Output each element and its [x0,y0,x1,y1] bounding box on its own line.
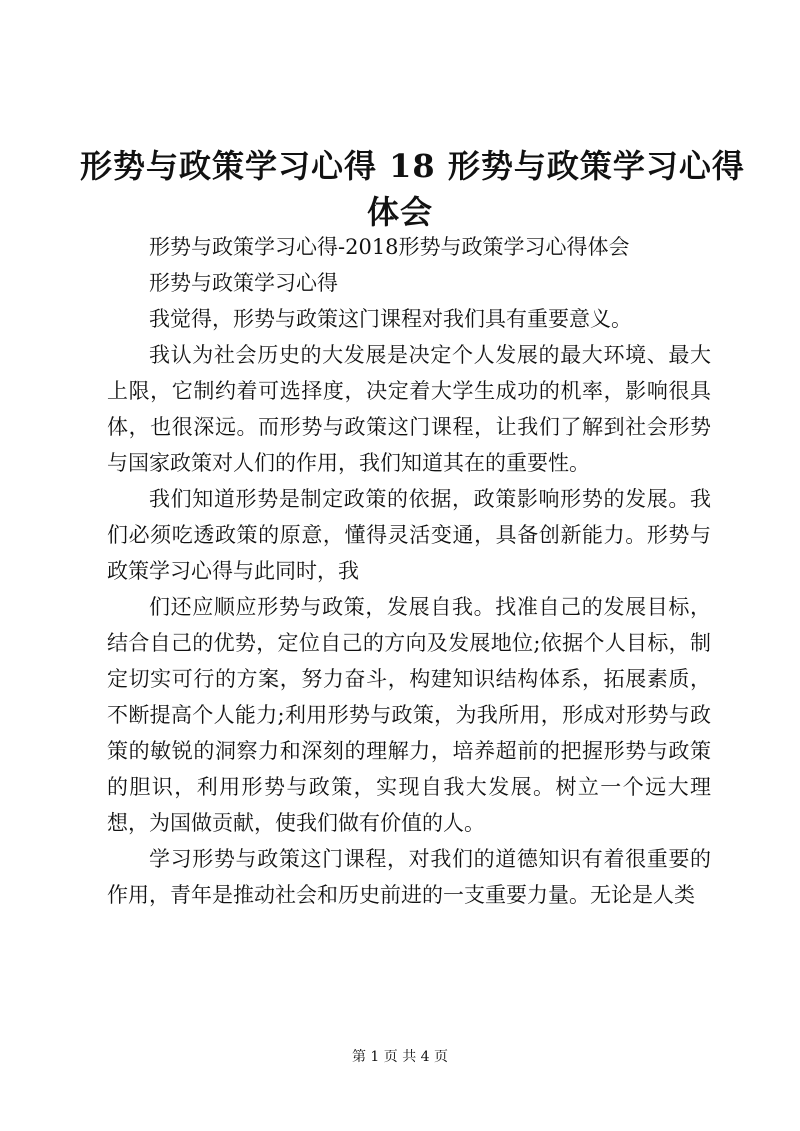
title-line-1: 形势与政策学习心得 18 形势与政策学习心得 [80,147,745,185]
paragraph: 们还应顺应形势与政策，发展自我。找准自己的发展目标，结合自己的优势，定位自己的方向及发展地位;依据个人目标，制定切实可行的方案，努力奋斗，构建知识结构体系，拓展素质，不断提高个人能力;利用形势与政策，为我所用，形成对形势与政策的敏锐的洞察力和深刻的理解力，培养超前的把握形势与政策的胆识，利用形势与政策，实现自我大发展。树立一个远大理想，为国做贡献，使我们做有价值的人。 [107,595,711,835]
page-number-footer: 第 1 页 共 4 页 [351,1049,449,1065]
paragraph: 我们知道形势是制定政策的依据，政策影响形势的发展。我们必须吃透政策的原意，懂得灵活变通，具备创新能力。形势与政策学习心得与此同时，我 [107,487,711,583]
title-line-2: 体会 [366,193,433,231]
paragraph: 学习形势与政策这门课程，对我们的道德知识有着很重要的作用，青年是推动社会和历史前进的一支重要力量。无论是人类 [107,847,711,907]
paragraph-subtitle: 形势与政策学习心得-2018形势与政策学习心得体会 [149,235,630,259]
document-title [80,143,745,235]
paragraph: 我觉得，形势与政策这门课程对我们具有重要意义。 [149,307,632,331]
paragraph: 我认为社会历史的大发展是决定个人发展的最大环境、最大上限，它制约着可选择度，决定着大学生成功的机率，影响很具体，也很深远。而形势与政策这门课程，让我们了解到社会形势与国家政策对人们的作用，我们知道其在的重要性。 [107,343,711,475]
document-body [107,229,711,913]
paragraph-heading: 形势与政策学习心得 [149,271,338,295]
